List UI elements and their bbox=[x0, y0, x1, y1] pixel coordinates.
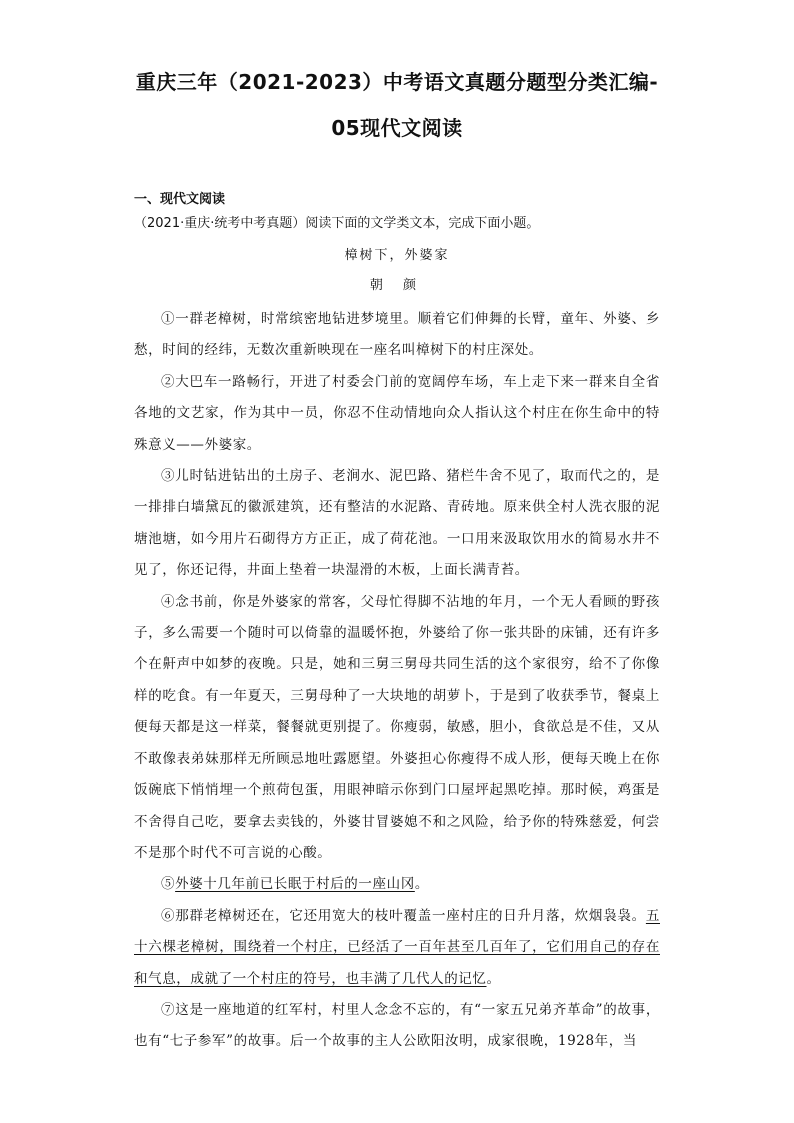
article-title: 樟树下，外婆家 bbox=[344, 248, 450, 263]
article-paragraph: ④念书前，你是外婆家的常客，父母忙得脚不沾地的年月，一个无人看顾的野孩子，多么需要一个随时可以倚靠的温暖怀抱，外婆给了你一张共卧的床铺，还有许多个在鼾声中如梦的夜晚。只是，她和三舅三舅母共同生活的这个家很穷，给不了你像样的吃食。有一年夏天，三舅母种了一大块地的胡萝卜，于是到了收获季节，餐桌上便每天都是这一样菜，餐餐就更别提了。你瘦弱，敏感，胆小，食欲总是不佳，又从不敢像表弟妹那样无所顾忌地吐露愿望。外婆担心你瘦得不成人形，便每天晚上在你饭碗底下悄悄埋一个煎荷包蛋，用眼神暗示你到门口屋坪起黑吃掉。那时候，鸡蛋是不舍得自己吃，要拿去卖钱的，外婆甘冒婆媳不和之风险，给予你的特殊慈爱，何尝不是那个时代不可言说的心酸。 bbox=[134, 593, 660, 861]
article-paragraph: ②大巴车一路畅行，开进了村委会门前的宽阔停车场，车上走下来一群来自全省各地的文艺家，作为其中一员，你忍不住动情地向众人指认这个村庄在你生命中的特殊意义——外婆家。 bbox=[134, 373, 660, 453]
question-source-line: （2021·重庆·统考中考真题）阅读下面的文学类文本，完成下面小题。 bbox=[134, 216, 540, 231]
article-paragraph: ⑥那群老樟树还在，它还用宽大的枝叶覆盖一座村庄的日升月落，炊烟袅袅。五十六棵老樟树，围绕着一个村庄，已经活了一百年甚至几百年了，它们用自己的存在和气息，成就了一个村庄的符号，也丰满了几代人的记忆。 bbox=[134, 907, 660, 987]
article-body bbox=[134, 304, 660, 1058]
document-title-line-2: 05现代文阅读 bbox=[331, 116, 463, 140]
underlined-sentence: 五十六棵老樟树，围绕着一个村庄，已经活了一百年甚至几百年了，它们用自己的存在和气息，成就了一个村庄的符号，也丰满了几代人的记忆 bbox=[134, 907, 660, 987]
article-paragraph: ①一群老樟树，时常缤密地钻进梦境里。顺着它们伸舞的长臂，童年、外婆、乡愁，时间的经纬，无数次重新映现在一座名叫樟树下的村庄深处。 bbox=[134, 311, 660, 359]
article-paragraph: ③儿时钻进钻出的土房子、老涧水、泥巴路、猪栏牛舍不见了，取而代之的，是一排排白墙黛瓦的徽派建筑，还有整洁的水泥路、青砖地。原来供全村人洗衣服的泥塘池塘，如今用片石砌得方方正正，成了荷花池。一口用来汲取饮用水的简易水井不见了，你还记得，井面上垫着一块湿滑的木板，上面长满青苔。 bbox=[134, 468, 660, 579]
document-title-line-1: 重庆三年（2021-2023）中考语文真题分题型分类汇编- bbox=[135, 70, 659, 94]
article-paragraph: ⑦这是一座地道的红军村，村里人念念不忘的，有“一家五兄弟齐革命”的故事，也有“七子参军”的故事。后一个故事的主人公欧阳汝明，成家很晚，1928年，当 bbox=[134, 1001, 660, 1050]
article-author: 朝 颜 bbox=[369, 278, 425, 293]
section-heading: 一、现代文阅读 bbox=[134, 192, 226, 207]
article-paragraph: ⑤外婆十几年前已长眠于村后的一座山冈。 bbox=[161, 876, 429, 893]
underlined-sentence: 外婆十几年前已长眠于村后的一座山冈 bbox=[175, 876, 415, 893]
